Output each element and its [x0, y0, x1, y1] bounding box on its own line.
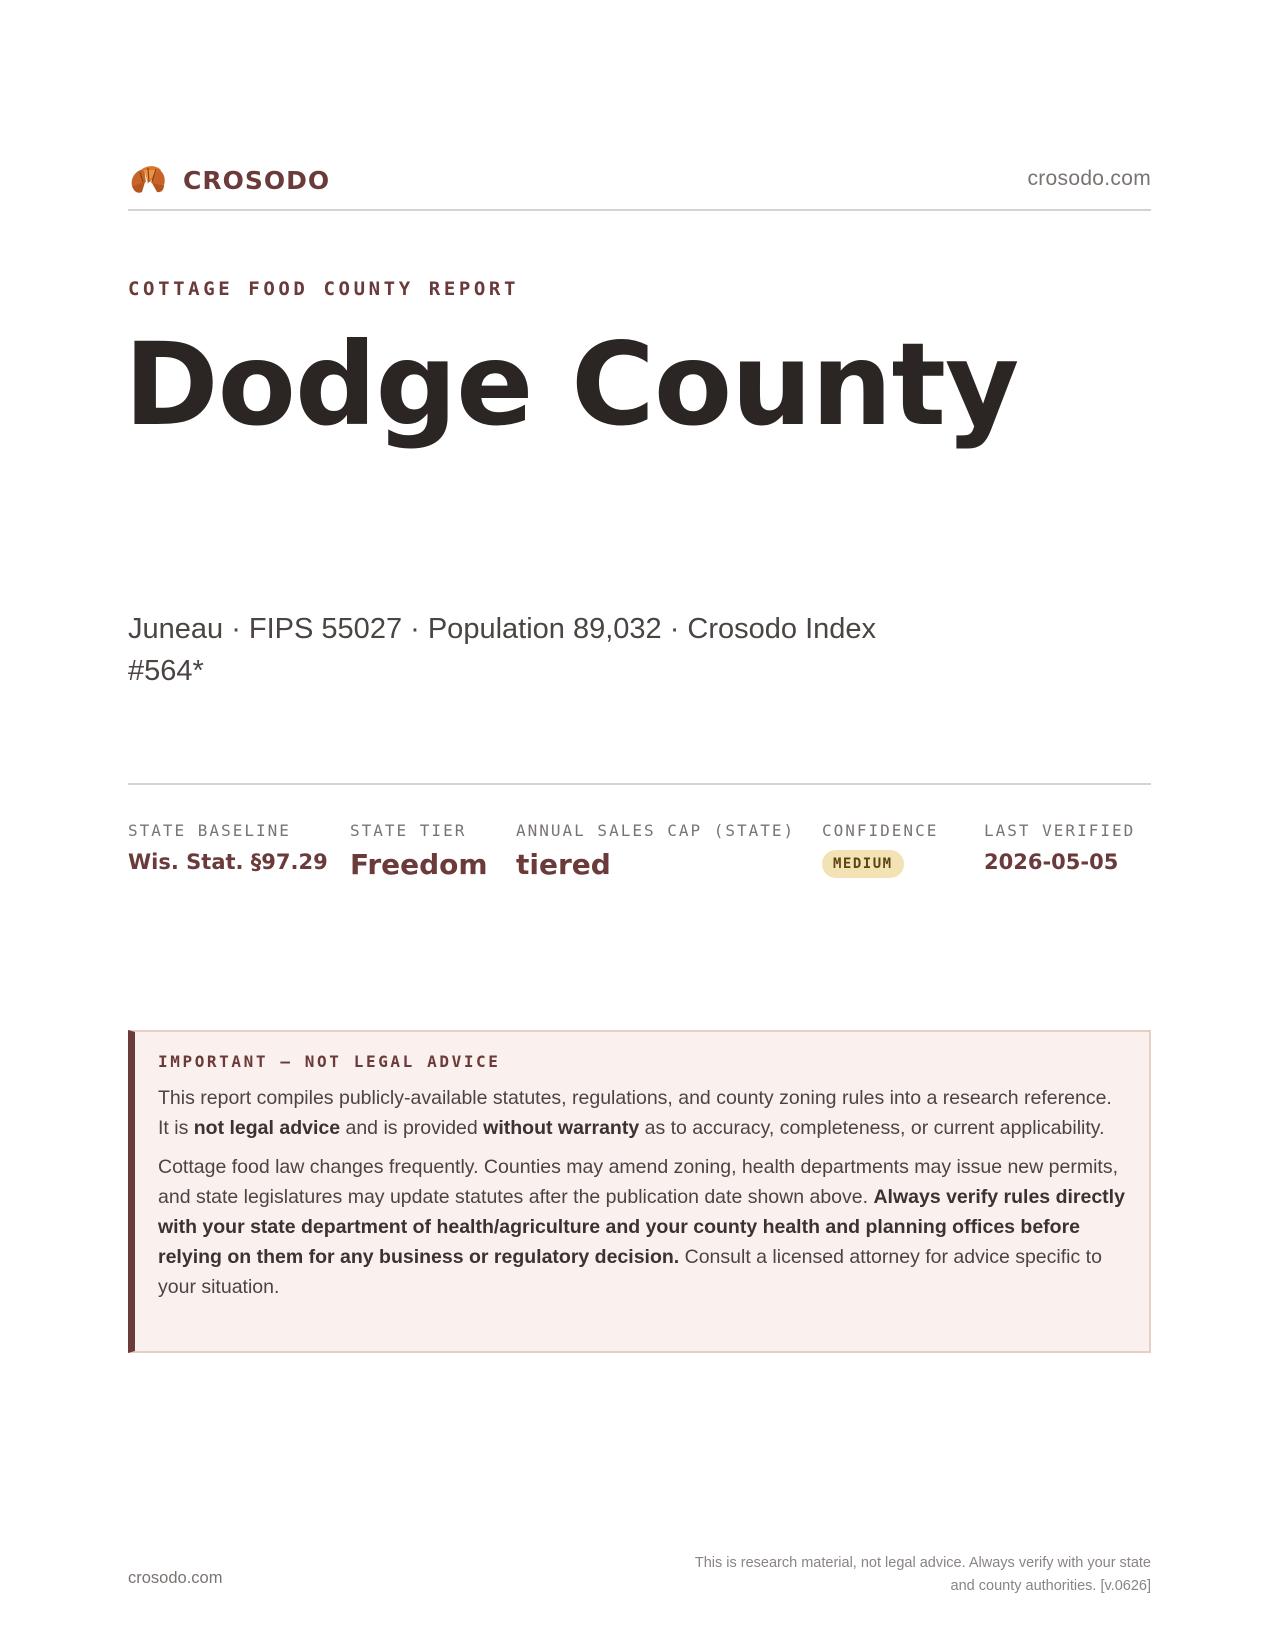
- stat-value: tiered: [516, 848, 611, 881]
- footer-disclaimer-line: and county authorities. [v.0626]: [950, 1578, 1151, 1594]
- notice-paragraph: [158, 1083, 1125, 1143]
- stat-value: 2026-05-05: [984, 850, 1119, 874]
- stat-label: STATE BASELINE: [128, 821, 291, 840]
- notice-text: This report compiles publicly-available statutes, regulations, and county zoning rules into a research reference. It is: [158, 1087, 1112, 1139]
- stat-sales-cap: [516, 821, 795, 881]
- stat-label: ANNUAL SALES CAP (STATE): [516, 821, 796, 840]
- stat-confidence: [822, 821, 938, 878]
- notice-text: as to accuracy, completeness, or current applicability.: [639, 1117, 1105, 1139]
- notice-emphasis: not legal advice: [193, 1117, 341, 1139]
- stats-row: [128, 783, 1151, 893]
- page-header: [128, 155, 1151, 211]
- notice-emphasis: without warranty: [483, 1117, 640, 1139]
- notice-text: Cottage food law changes frequently. Counties may amend zoning, health departments may issue new permits, and state legislatures may update statutes after the publication date shown above.: [158, 1156, 1118, 1208]
- report-eyebrow: COTTAGE FOOD COUNTY REPORT: [128, 278, 520, 300]
- notice-text: Consult a licensed attorney for advice specific to your situation.: [158, 1246, 1102, 1298]
- county-subtitle: Juneau · FIPS 55027 · Population 89,032 · Crosodo Index #564*: [128, 613, 877, 687]
- page-title: Dodge County: [124, 318, 1019, 451]
- notice-text: and is provided: [340, 1117, 484, 1139]
- stat-label: CONFIDENCE: [822, 821, 939, 840]
- stat-value: Wis. Stat. §97.29: [128, 850, 328, 874]
- site-url-link[interactable]: crosodo.com: [1027, 167, 1151, 190]
- brand[interactable]: [128, 160, 330, 200]
- stat-label: STATE TIER: [350, 821, 467, 840]
- notice-emphasis: Always verify rules directly with your state department of health/agriculture and your county health and planning offices before relying on them for any business or regulatory decision.: [158, 1186, 1125, 1268]
- footer-disclaimer-line: This is research material, not legal advice. Always verify with your state: [694, 1555, 1151, 1571]
- stat-value: Freedom: [350, 848, 488, 881]
- stat-last-verified: [984, 821, 1135, 874]
- legal-notice: [128, 1030, 1151, 1353]
- stat-label: LAST VERIFIED: [984, 821, 1136, 840]
- confidence-badge: MEDIUM: [822, 850, 904, 878]
- stat-state-baseline: [128, 821, 328, 874]
- footer-url-link[interactable]: crosodo.com: [128, 1569, 223, 1587]
- croissant-icon: [128, 160, 168, 200]
- brand-name: CROSODO: [183, 165, 331, 195]
- stat-state-tier: [350, 821, 488, 881]
- notice-paragraph: [158, 1152, 1125, 1302]
- footer-disclaimer: [591, 1552, 1151, 1598]
- notice-title: IMPORTANT — NOT LEGAL ADVICE: [158, 1052, 501, 1071]
